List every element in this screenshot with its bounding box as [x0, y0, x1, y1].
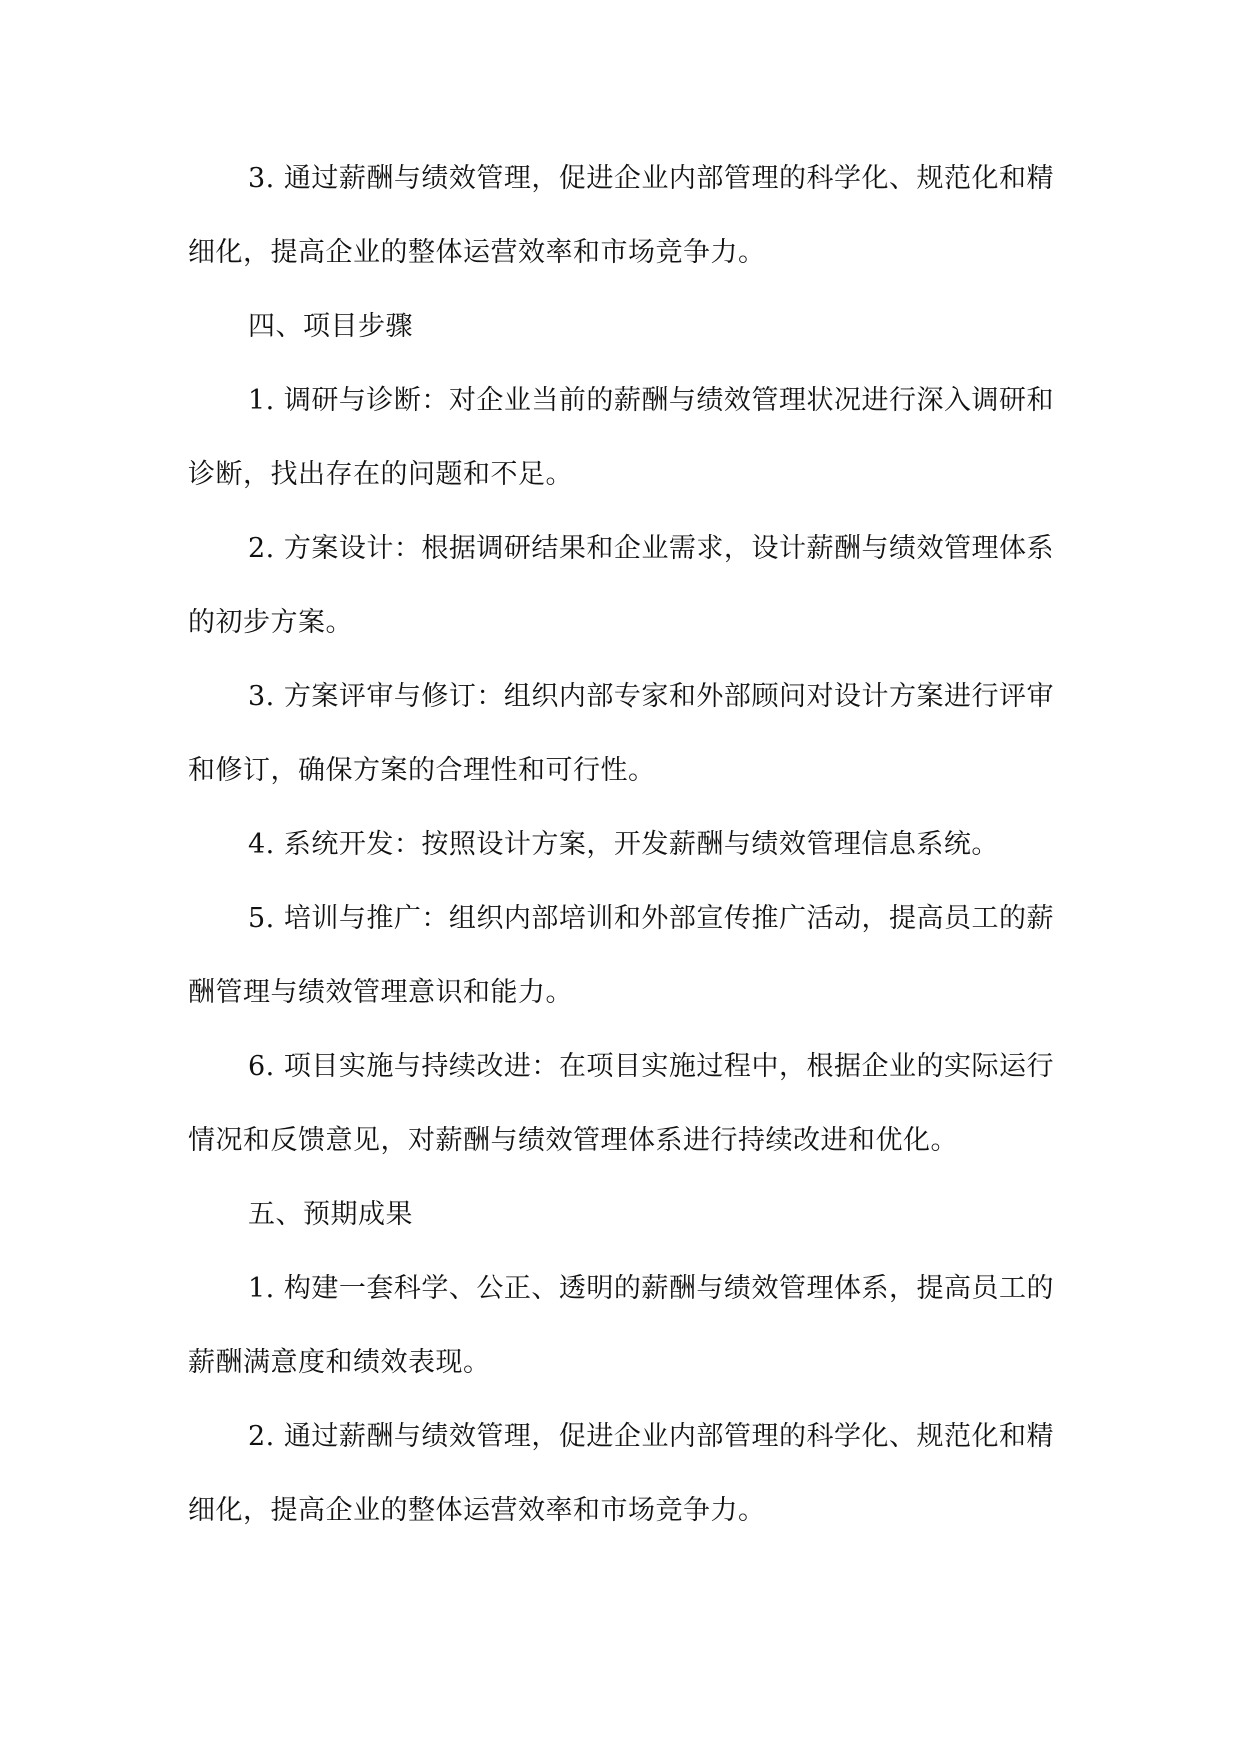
- paragraph-step-5: 5. 培训与推广：组织内部培训和外部宣传推广活动，提高员工的薪酬管理与绩效管理意识和能力。: [188, 903, 1054, 1008]
- paragraph-step-1: 1. 调研与诊断：对企业当前的薪酬与绩效管理状况进行深入调研和诊断，找出存在的问题和不足。: [188, 385, 1054, 490]
- section-heading-expected-results: 五、预期成果: [248, 1199, 413, 1230]
- document-body: [188, 142, 1054, 1548]
- paragraph-goal-3: 3. 通过薪酬与绩效管理，促进企业内部管理的科学化、规范化和精细化，提高企业的整体运营效率和市场竞争力。: [188, 163, 1054, 268]
- paragraph-result-1: 1. 构建一套科学、公正、透明的薪酬与绩效管理体系，提高员工的薪酬满意度和绩效表现。: [188, 1273, 1054, 1378]
- paragraph-step-4: 4. 系统开发：按照设计方案，开发薪酬与绩效管理信息系统。: [248, 829, 999, 860]
- paragraph-step-3: 3. 方案评审与修订：组织内部专家和外部顾问对设计方案进行评审和修订，确保方案的合理性和可行性。: [188, 681, 1054, 786]
- section-heading-project-steps: 四、项目步骤: [248, 311, 413, 342]
- paragraph-step-2: 2. 方案设计：根据调研结果和企业需求，设计薪酬与绩效管理体系的初步方案。: [188, 533, 1054, 638]
- paragraph-step-6: 6. 项目实施与持续改进：在项目实施过程中，根据企业的实际运行情况和反馈意见，对薪酬与绩效管理体系进行持续改进和优化。: [188, 1051, 1054, 1156]
- paragraph-result-2: 2. 通过薪酬与绩效管理，促进企业内部管理的科学化、规范化和精细化，提高企业的整体运营效率和市场竞争力。: [188, 1421, 1054, 1526]
